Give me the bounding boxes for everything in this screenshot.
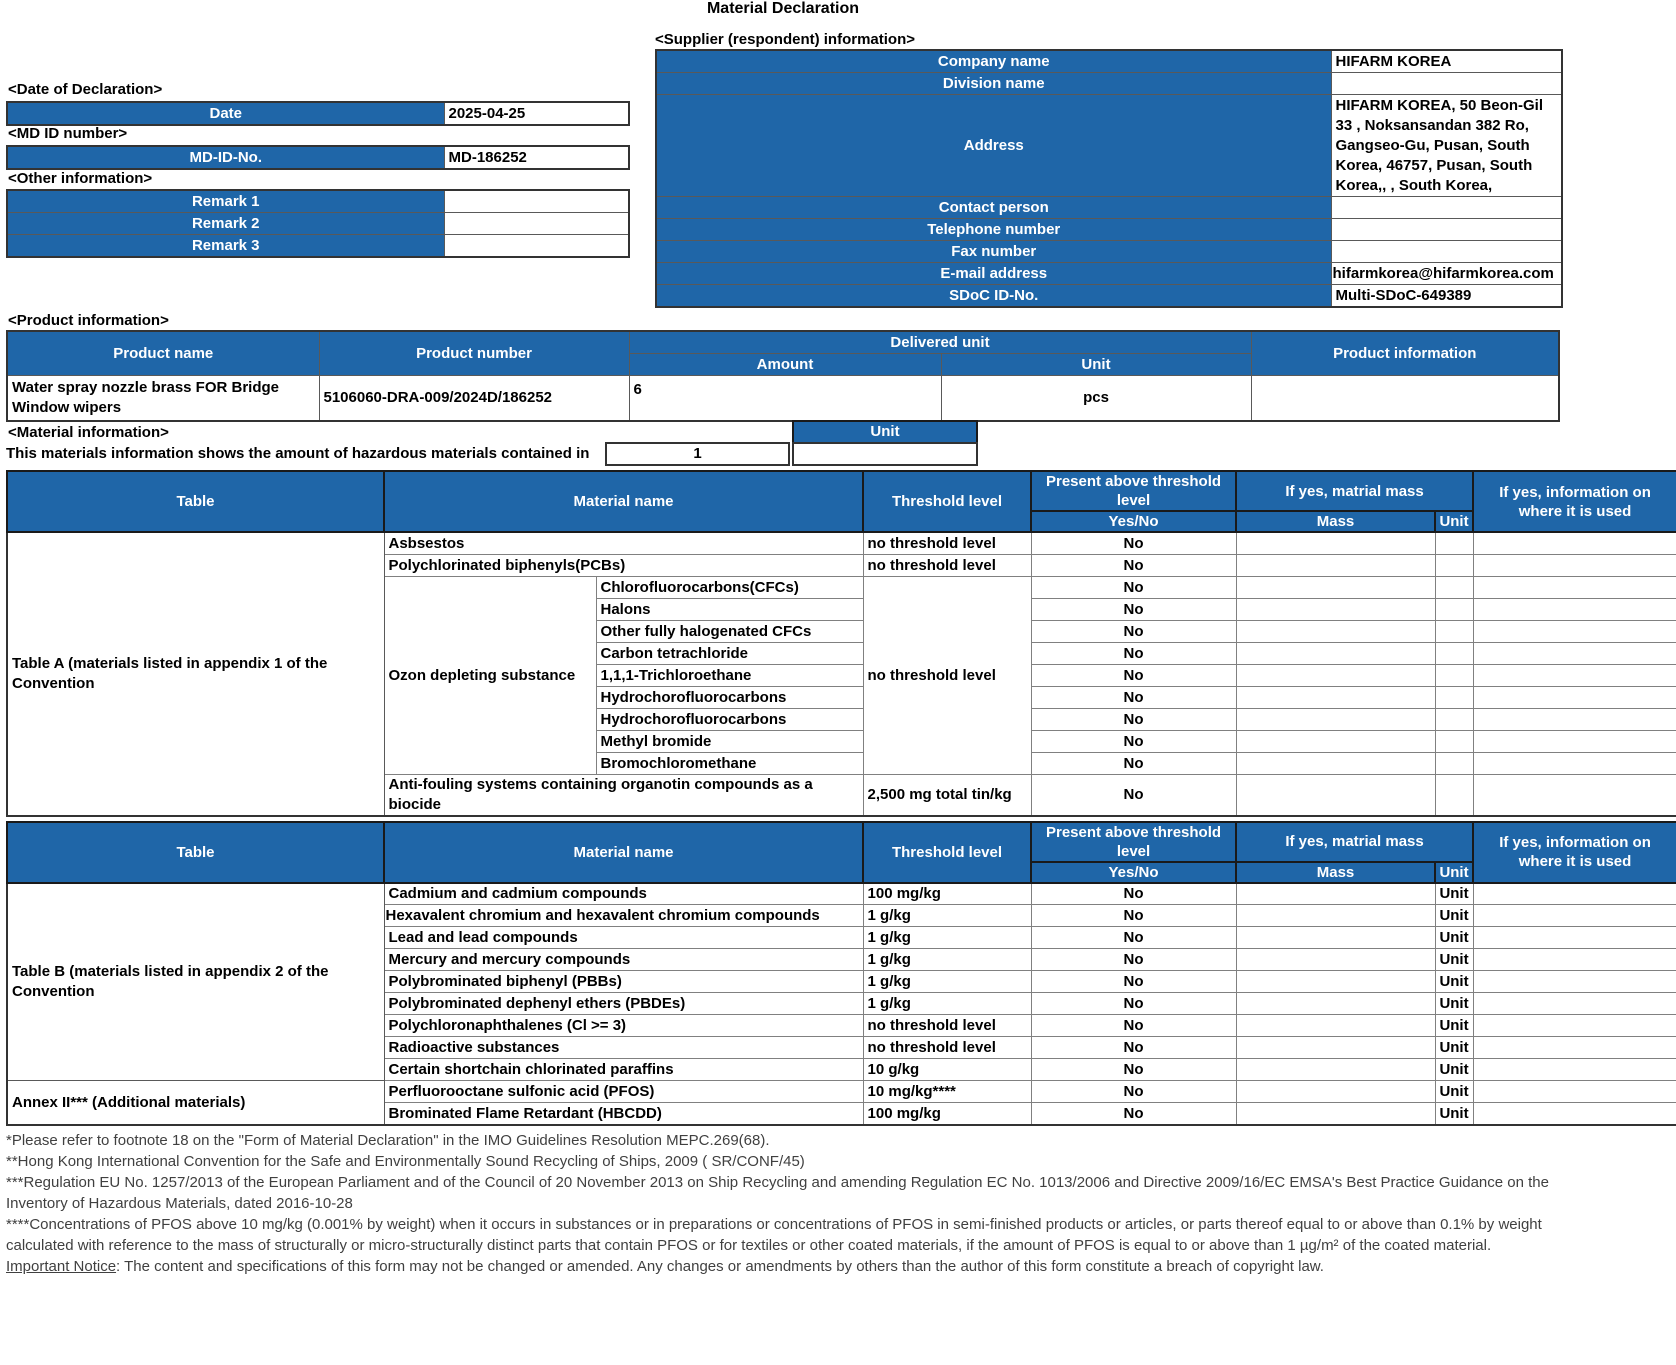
usage-cell[interactable] [1473,642,1676,664]
mass-cell[interactable] [1236,927,1435,949]
product-number-header: Product number [319,331,629,376]
present-cell[interactable]: No [1031,1059,1236,1081]
date-section-label: <Date of Declaration> [8,81,163,98]
remark1-value[interactable] [444,190,629,213]
unit-header: Unit [941,354,1251,376]
mass-cell[interactable] [1236,949,1435,971]
mass-cell[interactable] [1236,993,1435,1015]
important-notice [6,1256,1556,1277]
division-name-label: Division name [656,73,1331,95]
present-cell[interactable]: No [1031,774,1236,816]
usage-cell[interactable] [1473,1081,1676,1103]
present-cell[interactable]: No [1031,554,1236,576]
material-unit-box[interactable] [792,442,978,466]
table-row [656,263,1562,285]
table-a [6,470,1676,817]
present-cell[interactable]: No [1031,532,1236,554]
unit-cell[interactable]: Unit [1435,971,1473,993]
material-amount-box[interactable]: 1 [605,442,790,466]
unit-cell[interactable]: Unit [1435,1037,1473,1059]
unit-cell[interactable]: Unit [1435,883,1473,905]
mass-cell[interactable] [1236,752,1435,774]
material-cell: Polybrominated dephenyl ethers (PBDEs) [384,993,863,1015]
table-row [656,50,1562,73]
threshold-cell: 10 mg/kg**** [863,1081,1031,1103]
material-cell: Bromochloromethane [596,752,863,774]
threshold-cell: 1 g/kg [863,949,1031,971]
table-col-header: Table [7,471,384,532]
table-row [7,213,629,235]
table-row [656,95,1562,197]
material-cell: Lead and lead compounds [384,927,863,949]
product-unit-value[interactable]: pcs [941,376,1251,421]
company-name-value[interactable]: HIFARM KOREA [1331,50,1562,73]
usage-cell[interactable] [1473,1059,1676,1081]
footnote-4: ****Concentrations of PFOS above 10 mg/kg (0.001% by weight) when it occurs in substances or in preparations or concentrations of PFOS in semi-finished products or articles, or parts thereof equal to or above than 0.1% by weight calculated with reference to the mass of structurally or micro-structurally distinct parts that contain PFOS or for textiles or other coated materials, if the amount of PFOS is equal to or above than 1 µg/m² of the coated material. [6,1216,1542,1254]
unit-cell[interactable]: Unit [1435,949,1473,971]
present-cell[interactable]: No [1031,1015,1236,1037]
threshold-cell: no threshold level [863,1015,1031,1037]
remark3-value[interactable] [444,235,629,258]
unit-col-header: Unit [1435,511,1473,532]
table-row [656,73,1562,95]
mass-cell[interactable] [1236,708,1435,730]
mass-col-header: Mass [1236,862,1435,883]
table-a-label: Table A (materials listed in appendix 1 of the Convention [7,532,384,816]
usage-cell[interactable] [1473,905,1676,927]
date-table [6,101,630,126]
table-row [7,471,1676,511]
table-row [656,219,1562,241]
present-cell[interactable]: No [1031,686,1236,708]
present-cell[interactable]: No [1031,1081,1236,1103]
table-row [7,883,1676,905]
md-id-value[interactable]: MD-186252 [444,146,629,169]
material-cell: Polychlorinated biphenyls(PCBs) [384,554,863,576]
footnote-1: *Please refer to footnote 18 on the "Form of Material Declaration" in the IMO Guidelines Resolution MEPC.269(68). [6,1132,770,1149]
material-cell: Chlorofluorocarbons(CFCs) [596,576,863,598]
threshold-cell: 1 g/kg [863,905,1031,927]
usage-col-header: If yes, information on where it is used [1473,471,1676,532]
mass-cell[interactable] [1236,686,1435,708]
usage-cell[interactable] [1473,927,1676,949]
telephone-label: Telephone number [656,219,1331,241]
division-name-value[interactable] [1331,73,1562,95]
threshold-col-header: Threshold level [863,822,1031,883]
unit-cell[interactable] [1435,576,1473,598]
usage-cell[interactable] [1473,883,1676,905]
usage-cell[interactable] [1473,708,1676,730]
present-col-header: Present above threshold level [1031,471,1236,511]
threshold-cell: no threshold level [863,1037,1031,1059]
present-cell[interactable]: No [1031,1103,1236,1125]
unit-cell[interactable]: Unit [1435,1059,1473,1081]
material-section-label: <Material information> [8,424,169,441]
material-cell: Methyl bromide [596,730,863,752]
threshold-cell: 1 g/kg [863,993,1031,1015]
mass-cell[interactable] [1236,642,1435,664]
product-amount-value[interactable]: 6 [629,376,941,421]
footnote-2: **Hong Kong International Convention for the Safe and Environmentally Sound Recycling of Ships, 2009 ( SR/CONF/45) [6,1153,805,1170]
table-row [7,235,629,258]
usage-cell[interactable] [1473,1015,1676,1037]
usage-cell[interactable] [1473,949,1676,971]
table-row [7,146,629,169]
threshold-cell: 1 g/kg [863,927,1031,949]
usage-cell[interactable] [1473,1103,1676,1125]
remarks-table [6,189,630,258]
delivered-unit-header: Delivered unit [629,331,1251,354]
threshold-cell: 10 g/kg [863,1059,1031,1081]
material-name-col-header: Material name [384,822,863,883]
address-value[interactable]: HIFARM KOREA, 50 Beon-Gil 33 , Noksansandan 382 Ro, Gangseo-Gu, Pusan, South Korea, 46757, Pusan, South Korea,, , South Korea, [1331,95,1562,197]
present-cell[interactable]: No [1031,620,1236,642]
table-row [656,285,1562,308]
mass-cell[interactable] [1236,883,1435,905]
material-info-sentence: This materials information shows the amount of hazardous materials contained in [6,445,590,462]
present-cell[interactable]: No [1031,752,1236,774]
material-cell: Hydrochorofluorocarbons [596,708,863,730]
material-cell: Hexavalent chromium and hexavalent chromium compounds [384,905,863,927]
unit-cell[interactable] [1435,554,1473,576]
supplier-section-label: <Supplier (respondent) information> [655,31,916,48]
material-unit-header: Unit [792,420,978,444]
threshold-cell: no threshold level [863,532,1031,554]
yesno-col-header: Yes/No [1031,511,1236,532]
page-title: Material Declaration [706,0,860,17]
unit-cell[interactable] [1435,752,1473,774]
mass-cell[interactable] [1236,598,1435,620]
threshold-cell: 1 g/kg [863,971,1031,993]
material-cell: Polybrominated biphenyl (PBBs) [384,971,863,993]
remark2-value[interactable] [444,213,629,235]
threshold-col-header: Threshold level [863,471,1031,532]
present-cell[interactable]: No [1031,949,1236,971]
footnotes [6,1130,1556,1277]
usage-cell[interactable] [1473,554,1676,576]
usage-cell[interactable] [1473,730,1676,752]
unit-col-header: Unit [1435,862,1473,883]
amount-header: Amount [629,354,941,376]
material-cell: Polychloronaphthalenes (Cl >= 3) [384,1015,863,1037]
usage-cell[interactable] [1473,576,1676,598]
material-cell: Hydrochorofluorocarbons [596,686,863,708]
mass-cell[interactable] [1236,576,1435,598]
md-table [6,145,630,170]
mass-cell[interactable] [1236,620,1435,642]
unit-cell[interactable] [1435,774,1473,816]
unit-cell[interactable]: Unit [1435,1103,1473,1125]
threshold-cell: 2,500 mg total tin/kg [863,774,1031,816]
product-name-header: Product name [7,331,319,376]
threshold-cell: no threshold level [863,554,1031,576]
table-row [656,197,1562,219]
address-label: Address [656,95,1331,197]
unit-cell[interactable] [1435,620,1473,642]
unit-cell[interactable]: Unit [1435,1081,1473,1103]
mass-cell[interactable] [1236,1081,1435,1103]
threshold-cell: 100 mg/kg [863,883,1031,905]
remark3-label: Remark 3 [7,235,444,258]
usage-cell[interactable] [1473,620,1676,642]
email-value[interactable]: hifarmkorea@hifarmkorea.com [1331,263,1562,285]
usage-col-header: If yes, information on where it is used [1473,822,1676,883]
material-cell: Anti-fouling systems containing organotin compounds as a biocide [384,774,863,816]
table-row [7,190,629,213]
fax-value[interactable] [1331,241,1562,263]
material-name-col-header: Material name [384,471,863,532]
ozon-group-label: Ozon depleting substance [384,576,596,774]
unit-cell[interactable]: Unit [1435,1015,1473,1037]
contact-person-label: Contact person [656,197,1331,219]
material-cell: Halons [596,598,863,620]
material-cell: Mercury and mercury compounds [384,949,863,971]
remark2-label: Remark 2 [7,213,444,235]
table-row [656,241,1562,263]
table-b-label: Table B (materials listed in appendix 2 of the Convention [7,883,384,1081]
mass-cell[interactable] [1236,1015,1435,1037]
footnote-3: ***Regulation EU No. 1257/2013 of the European Parliament and of the Council of 20 November 2013 on Ship Recycling and amending Regulation EC No. 1013/2006 and Directive 2009/16/EC EMSA's Best Practice Guidance on the Inventory of Hazardous Materials, dated 2016-10-28 [6,1174,1549,1212]
table-b [6,821,1676,1126]
mass-group-header: If yes, matrial mass [1236,822,1473,862]
yesno-col-header: Yes/No [1031,862,1236,883]
mass-cell[interactable] [1236,664,1435,686]
mass-cell[interactable] [1236,730,1435,752]
material-cell: Cadmium and cadmium compounds [384,883,863,905]
present-cell[interactable]: No [1031,708,1236,730]
material-cell: Certain shortchain chlorinated paraffins [384,1059,863,1081]
mass-cell[interactable] [1236,532,1435,554]
unit-cell[interactable]: Unit [1435,905,1473,927]
supplier-table [655,49,1563,308]
unit-cell[interactable] [1435,642,1473,664]
present-cell[interactable]: No [1031,971,1236,993]
material-cell: Perfluorooctane sulfonic acid (PFOS) [384,1081,863,1103]
date-label: Date [7,102,444,125]
mass-cell[interactable] [1236,1059,1435,1081]
table-row [7,532,1676,554]
mass-col-header: Mass [1236,511,1435,532]
date-value[interactable]: 2025-04-25 [444,102,629,125]
usage-cell[interactable] [1473,993,1676,1015]
md-id-label: MD-ID-No. [7,146,444,169]
unit-cell[interactable]: Unit [1435,993,1473,1015]
material-cell: Brominated Flame Retardant (HBCDD) [384,1103,863,1125]
present-cell[interactable]: No [1031,905,1236,927]
present-cell[interactable]: No [1031,883,1236,905]
usage-cell[interactable] [1473,971,1676,993]
mass-cell[interactable] [1236,971,1435,993]
mass-cell[interactable] [1236,554,1435,576]
mass-cell[interactable] [1236,905,1435,927]
remark1-label: Remark 1 [7,190,444,213]
present-cell[interactable]: No [1031,576,1236,598]
important-notice-label: Important Notice [6,1258,117,1275]
product-info-value[interactable] [1251,376,1559,421]
usage-cell[interactable] [1473,1037,1676,1059]
other-section-label: <Other information> [8,170,153,187]
product-section-label: <Product information> [8,312,169,329]
usage-cell[interactable] [1473,532,1676,554]
contact-person-value[interactable] [1331,197,1562,219]
usage-cell[interactable] [1473,774,1676,816]
product-number-value[interactable]: 5106060-DRA-009/2024D/186252 [319,376,629,421]
fax-label: Fax number [656,241,1331,263]
annex-label: Annex II*** (Additional materials) [7,1081,384,1125]
unit-cell[interactable] [1435,598,1473,620]
telephone-value[interactable] [1331,219,1562,241]
threshold-cell: no threshold level [863,576,1031,774]
hazardous-materials-section [6,470,1676,1126]
usage-cell[interactable] [1473,686,1676,708]
product-name-value[interactable]: Water spray nozzle brass FOR Bridge Window wipers [7,376,319,421]
present-cell[interactable]: No [1031,664,1236,686]
table-col-header: Table [7,822,384,883]
unit-cell[interactable] [1435,730,1473,752]
material-cell: 1,1,1-Trichloroethane [596,664,863,686]
present-cell[interactable]: No [1031,993,1236,1015]
material-cell: Radioactive substances [384,1037,863,1059]
mass-cell[interactable] [1236,1037,1435,1059]
unit-cell[interactable] [1435,532,1473,554]
product-info-header: Product information [1251,331,1559,376]
material-cell: Carbon tetrachloride [596,642,863,664]
product-table [6,330,1560,422]
table-row [7,331,1559,354]
threshold-cell: 100 mg/kg [863,1103,1031,1125]
important-notice-text: : The content and specifications of this form may not be changed or amended. Any changes or amendments by others than the author of this form constitute a breach of copyright law. [116,1258,1324,1275]
mass-group-header: If yes, matrial mass [1236,471,1473,511]
usage-cell[interactable] [1473,664,1676,686]
sdoc-label: SDoC ID-No. [656,285,1331,308]
table-row [7,376,1559,421]
present-cell[interactable]: No [1031,730,1236,752]
md-section-label: <MD ID number> [8,125,128,142]
sdoc-value[interactable]: Multi-SDoC-649389 [1331,285,1562,308]
present-cell[interactable]: No [1031,1037,1236,1059]
table-row [7,1081,1676,1103]
unit-cell[interactable] [1435,686,1473,708]
usage-cell[interactable] [1473,598,1676,620]
unit-cell[interactable]: Unit [1435,927,1473,949]
company-name-label: Company name [656,50,1331,73]
material-cell: Other fully halogenated CFCs [596,620,863,642]
present-col-header: Present above threshold level [1031,822,1236,862]
table-row [7,102,629,125]
present-cell[interactable]: No [1031,598,1236,620]
email-label: E-mail address [656,263,1331,285]
present-cell[interactable]: No [1031,927,1236,949]
material-cell: Asbsestos [384,532,863,554]
table-row [7,822,1676,862]
unit-cell[interactable] [1435,664,1473,686]
unit-cell[interactable] [1435,708,1473,730]
present-cell[interactable]: No [1031,642,1236,664]
usage-cell[interactable] [1473,752,1676,774]
mass-cell[interactable] [1236,1103,1435,1125]
mass-cell[interactable] [1236,774,1435,816]
